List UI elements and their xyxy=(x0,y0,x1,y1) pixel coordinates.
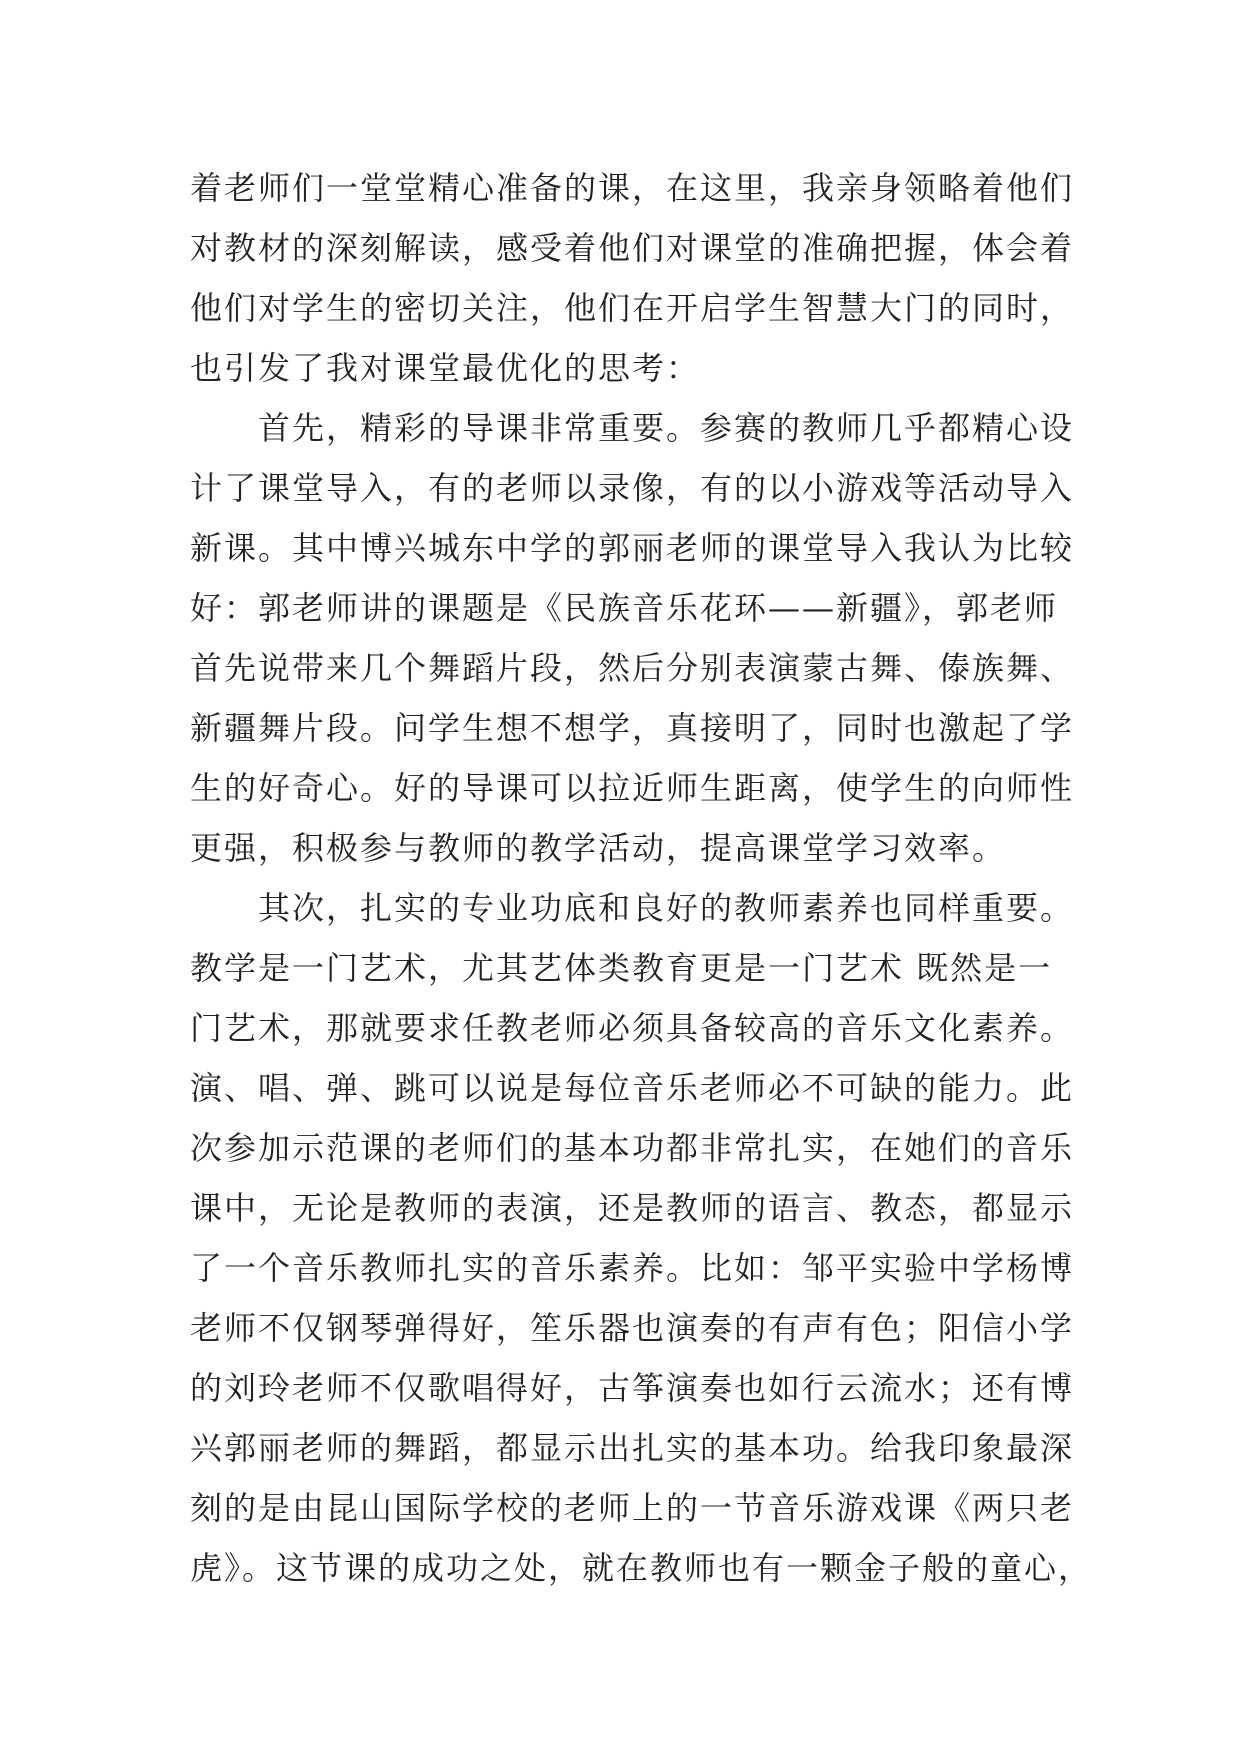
text-line: 次参加示范课的老师们的基本功都非常扎实，在她们的音乐 xyxy=(190,1129,1075,1167)
text-line: 教学是一门艺术，尤其艺体类教育更是一门艺术 既然是一 xyxy=(190,949,1053,987)
text-line: 计了课堂导入，有的老师以录像，有的以小游戏等活动导入 xyxy=(190,469,1075,507)
text-line: 新课。其中博兴城东中学的郭丽老师的课堂导入我认为比较 xyxy=(190,529,1075,567)
text-line: 演、唱、弹、跳可以说是每位音乐老师必不可缺的能力。此 xyxy=(190,1069,1075,1107)
text-line: 刻的是由昆山国际学校的老师上的一节音乐游戏课《两只老 xyxy=(190,1489,1075,1527)
text-line: 老师不仅钢琴弹得好，笙乐器也演奏的有声有色；阳信小学 xyxy=(190,1309,1075,1347)
text-line: 首先说带来几个舞蹈片段，然后分别表演蒙古舞、傣族舞、 xyxy=(190,649,1075,687)
text-line: 更强，积极参与教师的教学活动，提高课堂学习效率。 xyxy=(190,829,1007,867)
text-line: 虎》。这节课的成功之处，就在教师也有一颗金子般的童心， xyxy=(190,1549,1093,1587)
text-line: 其次，扎实的专业功底和良好的教师素养也同样重要。 xyxy=(190,889,1075,927)
text-line: 课中，无论是教师的表演，还是教师的语言、教态，都显示 xyxy=(190,1189,1075,1227)
text-line: 兴郭丽老师的舞蹈，都显示出扎实的基本功。给我印象最深 xyxy=(190,1429,1075,1467)
text-line: 的刘玲老师不仅歌唱得好，古筝演奏也如行云流水；还有博 xyxy=(190,1369,1075,1407)
text-line: 新疆舞片段。问学生想不想学，真接明了，同时也激起了学 xyxy=(190,709,1075,747)
text-line: 首先，精彩的导课非常重要。参赛的教师几乎都精心设 xyxy=(190,409,1075,447)
text-line: 他们对学生的密切关注，他们在开启学生智慧大门的同时， xyxy=(190,289,1075,327)
text-line: 生的好奇心。好的导课可以拉近师生距离，使学生的向师性 xyxy=(190,769,1075,807)
text-line: 好：郭老师讲的课题是《民族音乐花环——新疆》，郭老师 xyxy=(190,589,1059,627)
text-line: 着老师们一堂堂精心准备的课，在这里，我亲身领略着他们 xyxy=(190,169,1075,207)
text-line: 了一个音乐教师扎实的音乐素养。比如：邹平实验中学杨博 xyxy=(190,1249,1075,1287)
body-text xyxy=(190,158,1093,1598)
text-line: 也引发了我对课堂最优化的思考： xyxy=(190,349,701,387)
text-line: 对教材的深刻解读，感受着他们对课堂的准确把握，体会着 xyxy=(190,229,1075,267)
text-line: 门艺术，那就要求任教老师必须具备较高的音乐文化素养。 xyxy=(190,1009,1075,1047)
